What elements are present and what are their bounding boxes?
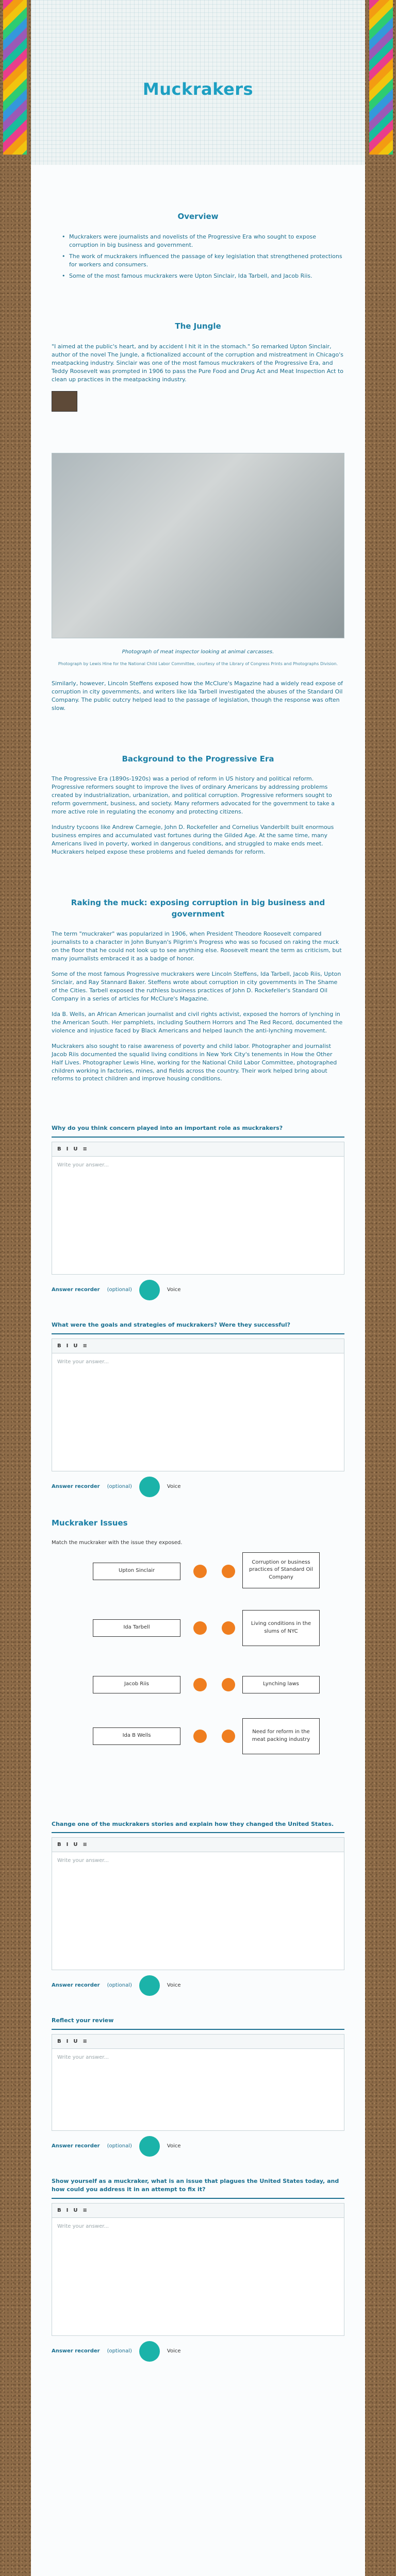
italic-button[interactable]: I bbox=[66, 1841, 69, 1848]
match-connector-dot[interactable] bbox=[222, 1565, 235, 1578]
raking-paragraph: Ida B. Wells, an African American journalist and civil rights activist, exposed the horrors of lynching in the American South. Her pamphlets, including Southern Horrors and The Red Record, documented the violence and injustice faced by Black Americans and helped launch the anti-lynching movement. bbox=[52, 1010, 343, 1034]
background-paragraph: The Progressive Era (1890s-1920s) was a period of reform in US history and political reform. Progressive reformers sought to improve the lives of ordinary Americans by addressing problems created by industrialization, urbanization, and political corruption. Progressive reformers sought to reform government, business, and society. Many reformers advocated for the government to take a more active role in regulating the economy and protecting citizens. bbox=[52, 775, 335, 816]
bold-button[interactable]: B bbox=[57, 1343, 61, 1349]
answer-recorder bbox=[52, 2341, 344, 2362]
list-button[interactable]: ≡ bbox=[82, 2207, 87, 2213]
bold-button[interactable]: B bbox=[57, 1841, 61, 1848]
recorder-optional: (optional) bbox=[107, 2348, 132, 2354]
list-button[interactable]: ≡ bbox=[82, 2038, 87, 2044]
voice-label: Voice bbox=[167, 1982, 181, 1989]
question-title: Show yourself as a muckraker, what is an issue that plagues the United States today, and how could you address it in an attempt to fix it? bbox=[52, 2178, 339, 2193]
match-target-item[interactable]: Corruption or business practices of Standard Oil Company bbox=[242, 1552, 320, 1588]
jungle-heading: The Jungle bbox=[175, 321, 221, 331]
bold-button[interactable]: B bbox=[57, 2038, 61, 2044]
divider bbox=[52, 2029, 344, 2030]
recorder-label: Answer recorder bbox=[52, 1287, 100, 1293]
book-cover-image bbox=[52, 391, 77, 412]
question-1 bbox=[52, 1124, 344, 1300]
recorder-label: Answer recorder bbox=[52, 2348, 100, 2354]
match-connector-dot[interactable] bbox=[222, 1621, 235, 1635]
answer-recorder bbox=[52, 1477, 344, 1497]
matching-area bbox=[52, 1552, 344, 1800]
list-item: • The work of muckrakers influenced the passage of key legislation that strengthened protections for workers and consumers. bbox=[62, 252, 344, 269]
question-title: Change one of the muckrakers stories and explain how they changed the United States. bbox=[52, 1820, 334, 1827]
italic-button[interactable]: I bbox=[66, 1343, 69, 1349]
match-source-item[interactable]: Jacob Riis bbox=[93, 1676, 180, 1693]
question-3 bbox=[52, 1820, 344, 1996]
recorder-optional: (optional) bbox=[107, 1287, 132, 1293]
matching-instruction: Match the muckraker with the issue they exposed. bbox=[52, 1540, 183, 1546]
answer-recorder bbox=[52, 1280, 344, 1300]
overview-list bbox=[62, 233, 344, 280]
recorder-label: Answer recorder bbox=[52, 1484, 100, 1490]
photo-section bbox=[52, 453, 344, 713]
list-item: • Muckrakers were journalists and novelists of the Progressive Era who sought to expose corruption in big business and government. bbox=[62, 233, 344, 249]
answer-recorder bbox=[52, 1975, 344, 1996]
match-source-item[interactable]: Upton Sinclair bbox=[93, 1563, 180, 1580]
underline-button[interactable]: U bbox=[73, 1343, 78, 1349]
overview-section bbox=[52, 211, 344, 280]
match-connector-dot[interactable] bbox=[193, 1730, 207, 1743]
editor-toolbar bbox=[52, 1837, 344, 1852]
matching-activity bbox=[52, 1518, 344, 1799]
raking-paragraph: The term "muckraker" was popularized in 1906, when President Theodore Roosevelt compared journalists to a character in John Bunyan's Pilgrim's Progress who was so focused on raking the muck on the floor that he could not look up to see anything else. Roosevelt meant the term as criticism, but many journalists embraced it as a badge of honor. bbox=[52, 930, 342, 962]
underline-button[interactable]: U bbox=[73, 1841, 78, 1848]
match-connector-dot[interactable] bbox=[222, 1678, 235, 1691]
content-paper bbox=[31, 165, 365, 2576]
bold-button[interactable]: B bbox=[57, 1146, 61, 1152]
jungle-section bbox=[52, 321, 344, 411]
record-voice-button[interactable] bbox=[139, 1975, 160, 1996]
header-banner bbox=[31, 0, 365, 165]
italic-button[interactable]: I bbox=[66, 2207, 69, 2213]
record-voice-button[interactable] bbox=[139, 2136, 160, 2157]
question-2 bbox=[52, 1321, 344, 1497]
divider bbox=[52, 1333, 344, 1334]
match-target-item[interactable]: Lynching laws bbox=[242, 1676, 320, 1693]
photo-body: Similarly, however, Lincoln Steffens exposed how the McClure's Magazine had a widely read expose of corruption in city governments, and writers like Ida Tarbell investigated the abuses of the Standard Oil Company. The public outcry helped lead to the passage of legislation, though the response was often slow. bbox=[52, 680, 343, 711]
underline-button[interactable]: U bbox=[73, 2207, 78, 2213]
question-title: Reflect your review bbox=[52, 2017, 114, 2024]
recorder-label: Answer recorder bbox=[52, 1982, 100, 1989]
bold-button[interactable]: B bbox=[57, 2207, 61, 2213]
record-voice-button[interactable] bbox=[139, 2341, 160, 2362]
raking-paragraph: Muckrakers also sought to raise awareness of poverty and child labor. Photographer and journalist Jacob Riis documented the squalid living conditions in New York City's tenements in How the Other Half Lives. Photographer Lewis Hine, working for the National Child Labor Committee, photographed children working in factories, mines, and fields across the country. Their work helped bring about reforms to protect children and improve housing conditions. bbox=[52, 1042, 337, 1082]
list-button[interactable]: ≡ bbox=[82, 1343, 87, 1349]
list-button[interactable]: ≡ bbox=[82, 1841, 87, 1848]
matching-heading: Muckraker Issues bbox=[52, 1518, 128, 1528]
question-5 bbox=[52, 2177, 344, 2362]
jungle-quote: "I aimed at the public's heart, and by accident I hit it in the stomach." So remarked Upton Sinclair, author of the novel The Jungle, a fictionalized account of the corruption and mistreatment in Chicago's meatpacking industry. Sinclair was one of the most famous muckrakers of the Progressive Era, and Teddy Roosevelt was prompted in 1906 to pass the Pure Food and Drug Act and Meat Inspection Act to clean up practices in the meatpacking industry. bbox=[52, 343, 344, 383]
recorder-optional: (optional) bbox=[107, 2143, 132, 2149]
voice-label: Voice bbox=[167, 2143, 181, 2149]
answer-input[interactable]: Write your answer... bbox=[52, 2048, 344, 2131]
answer-input[interactable]: Write your answer... bbox=[52, 1156, 344, 1275]
match-source-item[interactable]: Ida B Wells bbox=[93, 1727, 180, 1745]
record-voice-button[interactable] bbox=[139, 1477, 160, 1497]
voice-label: Voice bbox=[167, 2348, 181, 2354]
match-source-item[interactable]: Ida Tarbell bbox=[93, 1619, 180, 1637]
match-connector-dot[interactable] bbox=[193, 1678, 207, 1691]
answer-recorder bbox=[52, 2136, 344, 2157]
match-connector-dot[interactable] bbox=[193, 1565, 207, 1578]
answer-input[interactable]: Write your answer... bbox=[52, 1353, 344, 1471]
underline-button[interactable]: U bbox=[73, 2038, 78, 2044]
raking-section bbox=[52, 897, 344, 1083]
recorder-optional: (optional) bbox=[107, 1484, 132, 1490]
match-target-item[interactable]: Need for reform in the meat packing industry bbox=[242, 1718, 320, 1754]
background-heading: Background to the Progressive Era bbox=[122, 754, 274, 764]
list-button[interactable]: ≡ bbox=[82, 1146, 87, 1152]
editor-toolbar bbox=[52, 1142, 344, 1156]
match-connector-dot[interactable] bbox=[222, 1730, 235, 1743]
answer-input[interactable]: Write your answer... bbox=[52, 1852, 344, 1970]
recorder-optional: (optional) bbox=[107, 1982, 132, 1989]
answer-input[interactable]: Write your answer... bbox=[52, 2217, 344, 2336]
photo-caption: Photograph of meat inspector looking at animal carcasses. bbox=[122, 649, 274, 655]
list-item: • Some of the most famous muckrakers were Upton Sinclair, Ida Tarbell, and Jacob Riis. bbox=[62, 272, 344, 280]
question-4 bbox=[52, 2016, 344, 2157]
raking-heading: Raking the muck: exposing corruption in big business and government bbox=[71, 897, 325, 919]
match-connector-dot[interactable] bbox=[193, 1621, 207, 1635]
decorative-stripes-right bbox=[369, 0, 393, 155]
recorder-label: Answer recorder bbox=[52, 2143, 100, 2149]
voice-label: Voice bbox=[167, 1484, 181, 1490]
voice-label: Voice bbox=[167, 1287, 181, 1293]
divider bbox=[52, 1832, 344, 1833]
raking-paragraph: Some of the most famous Progressive muckrakers were Lincoln Steffens, Ida Tarbell, Jacob Riis, Upton Sinclair, and Ray Stannard Baker. Steffens wrote about corruption in city governments in The Shame of the Cities. Tarbell exposed the ruthless business practices of John D. Rockefeller's Standard Oil Company in a series of articles for McClure's Magazine. bbox=[52, 971, 341, 1002]
background-paragraph: Industry tycoons like Andrew Carnegie, John D. Rockefeller and Cornelius Vanderbilt built enormous business empires and accumulated vast fortunes during the Gilded Age. At the same time, many Americans lived in poverty, worked in dangerous conditions, and struggled to make ends meet. Muckrakers helped expose these problems and fueled demands for reform. bbox=[52, 824, 334, 855]
divider bbox=[52, 1137, 344, 1138]
question-title: What were the goals and strategies of muckrakers? Were they successful? bbox=[52, 1321, 291, 1329]
photo-credit: Photograph by Lewis Hine for the National Child Labor Committee, courtesy of the Library of Congress Prints and Photographs Division. bbox=[58, 662, 338, 667]
divider bbox=[52, 2198, 344, 2199]
decorative-stripes-left bbox=[3, 0, 27, 155]
page-title: Muckrakers bbox=[142, 79, 254, 99]
background-section bbox=[52, 754, 344, 856]
italic-button[interactable]: I bbox=[66, 2038, 69, 2044]
editor-toolbar bbox=[52, 2203, 344, 2217]
match-target-item[interactable]: Living conditions in the slums of NYC bbox=[242, 1610, 320, 1646]
overview-heading: Overview bbox=[177, 212, 219, 221]
italic-button[interactable]: I bbox=[66, 1146, 69, 1152]
question-title: Why do you think concern played into an important role as muckrakers? bbox=[52, 1125, 283, 1132]
meat-inspector-photo bbox=[52, 453, 344, 638]
underline-button[interactable]: U bbox=[73, 1146, 78, 1152]
record-voice-button[interactable] bbox=[139, 1280, 160, 1300]
editor-toolbar bbox=[52, 1338, 344, 1353]
editor-toolbar bbox=[52, 2034, 344, 2048]
